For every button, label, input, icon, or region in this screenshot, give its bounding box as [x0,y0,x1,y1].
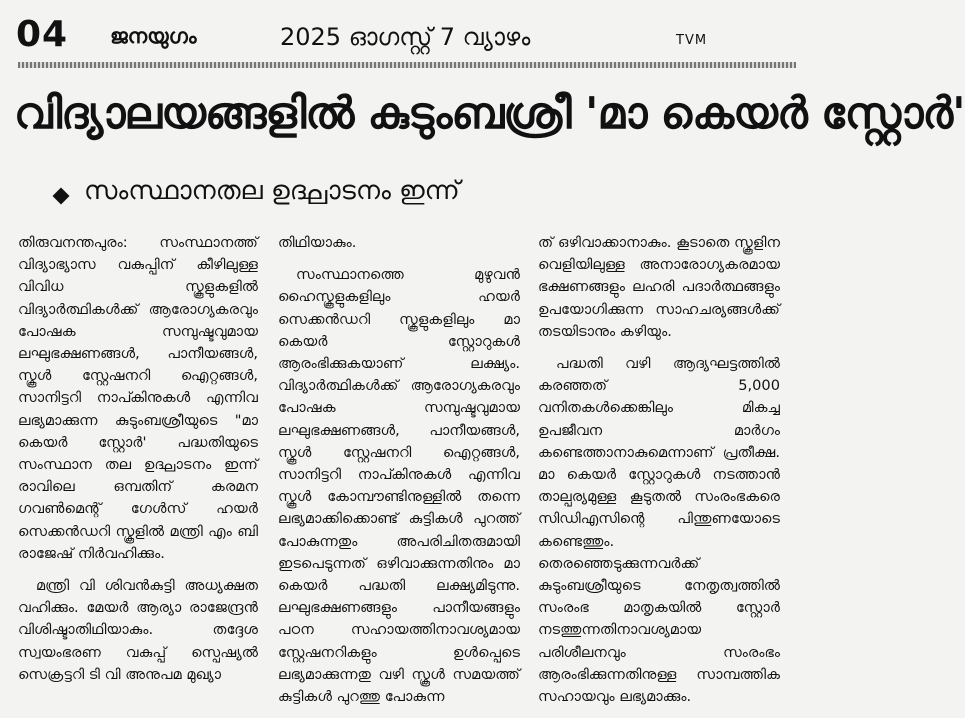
article-headline: വിദ്യാലയങ്ങളിൽ കുടുംബശ്രീ 'മാ കെയർ സ്റ്റോർ' [14,88,965,139]
article-column-2 [278,232,520,718]
paragraph: പദ്ധതി വഴി ആദ്യഘട്ടത്തിൽ കരഞ്ഞത് 5,000 വനിതകൾക്കെങ്കിലും മികച്ച ഉപജീവന മാർഗം കണ്ടെത്താനാകുമെന്നാണ് പ്രതീക്ഷ. മാ കെയർ സ്റ്റോറുകൾ നടത്താൻ താല്പര്യമുള്ള കൂടുതൽ സംരംഭകരെ സിഡിഎസിന്റെ പിന്തുണയോടെ കണ്ടെത്തും. തെരഞ്ഞെടുക്കുന്നവർക്ക് കുടുംബശ്രീയുടെ നേതൃത്വത്തിൽ സംരംഭ മാതൃകയിൽ സ്റ്റോർ നടത്തുന്നതിനാവശ്യമായ പരിശീലനവും സംരംഭം ആരംഭിക്കുന്നതിനുള്ള സാമ്പത്തിക സഹായവും ലഭ്യമാക്കും. [538,355,780,706]
edition-code: TVM [676,33,708,48]
article-column-3 [538,232,780,718]
paragraph: സംസ്ഥാനത്തെ മുഴുവൻ ഹൈസ്കൂളുകളിലും ഹയർ സെക്കൻഡറി സ്കൂളുകളിലും മാ കെയർ സ്റ്റോറുകൾ ആരംഭിക്കുകയാണ് ലക്ഷ്യം. വിദ്യാർത്ഥികൾക്ക് ആരോഗ്യകരവും പോഷക സമ്പുഷ്ടവുമായ ലഘുഭക്ഷണങ്ങൾ, പാനീയങ്ങൾ, സ്കൂൾ സ്റ്റേഷനറി ഐറ്റങ്ങൾ, സാനിട്ടറി നാപ്കിനുകൾ എന്നിവ സ്കൂൾ കോമ്പൗണ്ടിനുള്ളിൽ തന്നെ ലഭ്യമാക്കിക്കൊണ്ട് കുട്ടികൾ പുറത്ത് പോകുന്നതും അപരിചിതരുമായി ഇടപെടുന്നത് ഒഴിവാക്കുന്നതിനും മാ കെയർ പദ്ധതി ലക്ഷ്യമിടുന്നു. ലഘുഭക്ഷണങ്ങളും പാനീയങ്ങളും പഠന സഹായത്തിനാവശ്യമായ സ്റ്റേഷനറികളും ഉൾപ്പെടെ ലഭ്യമാക്കുന്നതു വഴി സ്കൂൾ സമയത്ത് കുട്ടികൾ പുറത്തു പോകുന്ന [278,266,520,706]
issue-date: 2025 ഓഗസ്റ്റ് 7 വ്യാഴം [280,23,531,51]
article-column-1 [18,232,258,696]
paragraph: ത് ഒഴിവാക്കാനാകും. കൂടാതെ സ്കൂളിന വെളിയിലുള്ള അനാരോഗ്യകരമായ ഭക്ഷണങ്ങളും ലഹരി പദാർത്ഥങ്ങളും ഉപയോഗിക്കുന്ന സാഹചര്യങ്ങൾക്ക് തടയിടാനും കഴിയും. [538,234,780,340]
article-subheadline: സംസ്ഥാനതല ഉദ്ഘാടനം ഇന്ന് [84,176,460,206]
masthead-rule [18,62,796,68]
page-number: 04 [16,14,69,55]
masthead [0,0,800,62]
paragraph: തിരുവനന്തപുരം: സംസ്ഥാനത്ത് വിദ്യാഭ്യാസ വകുപ്പിന് കീഴിലുള്ള വിവിധ സ്കൂളുകളിൽ വിദ്യാർത്ഥികൾക്ക് ആരോഗ്യകരവും പോഷക സമ്പുഷ്ടവുമായ ലഘുഭക്ഷണങ്ങൾ, പാനീയങ്ങൾ, സ്കൂൾ സ്റ്റേഷനറി ഐറ്റങ്ങൾ, സാനിട്ടറി നാപ്കിനുകൾ എന്നിവ ലഭ്യമാക്കുന്ന കുടുംബശ്രീയുടെ "മാ കെയർ സ്റ്റോർ' പദ്ധതിയുടെ സംസ്ഥാന തല ഉദ്ഘാടനം ഇന്ന് രാവിലെ ഒമ്പതിന് കരമന ഗവൺമെന്റ് ഗേൾസ് ഹയർ സെക്കൻഡറി സ്കൂളിൽ മന്ത്രി എം ബി രാജേഷ് നിർവഹിക്കും. [18,234,258,562]
paragraph: മന്ത്രി വി ശിവൻകുട്ടി അധ്യക്ഷത വഹിക്കും. മേയർ ആര്യാ രാജേന്ദ്രൻ വിശിഷ്ടാതിഥിയാകും. തദ്ദേശ സ്വയംഭരണ വകുപ്പ് സ്പെഷ്യൽ സെക്രട്ടറി ടി വി അനുപമ മുഖ്യാ [18,577,258,683]
paragraph: തിഥിയാകും. [278,234,357,251]
bullet-diamond-icon [53,188,70,205]
newspaper-name: ജനയുഗം [110,24,197,48]
